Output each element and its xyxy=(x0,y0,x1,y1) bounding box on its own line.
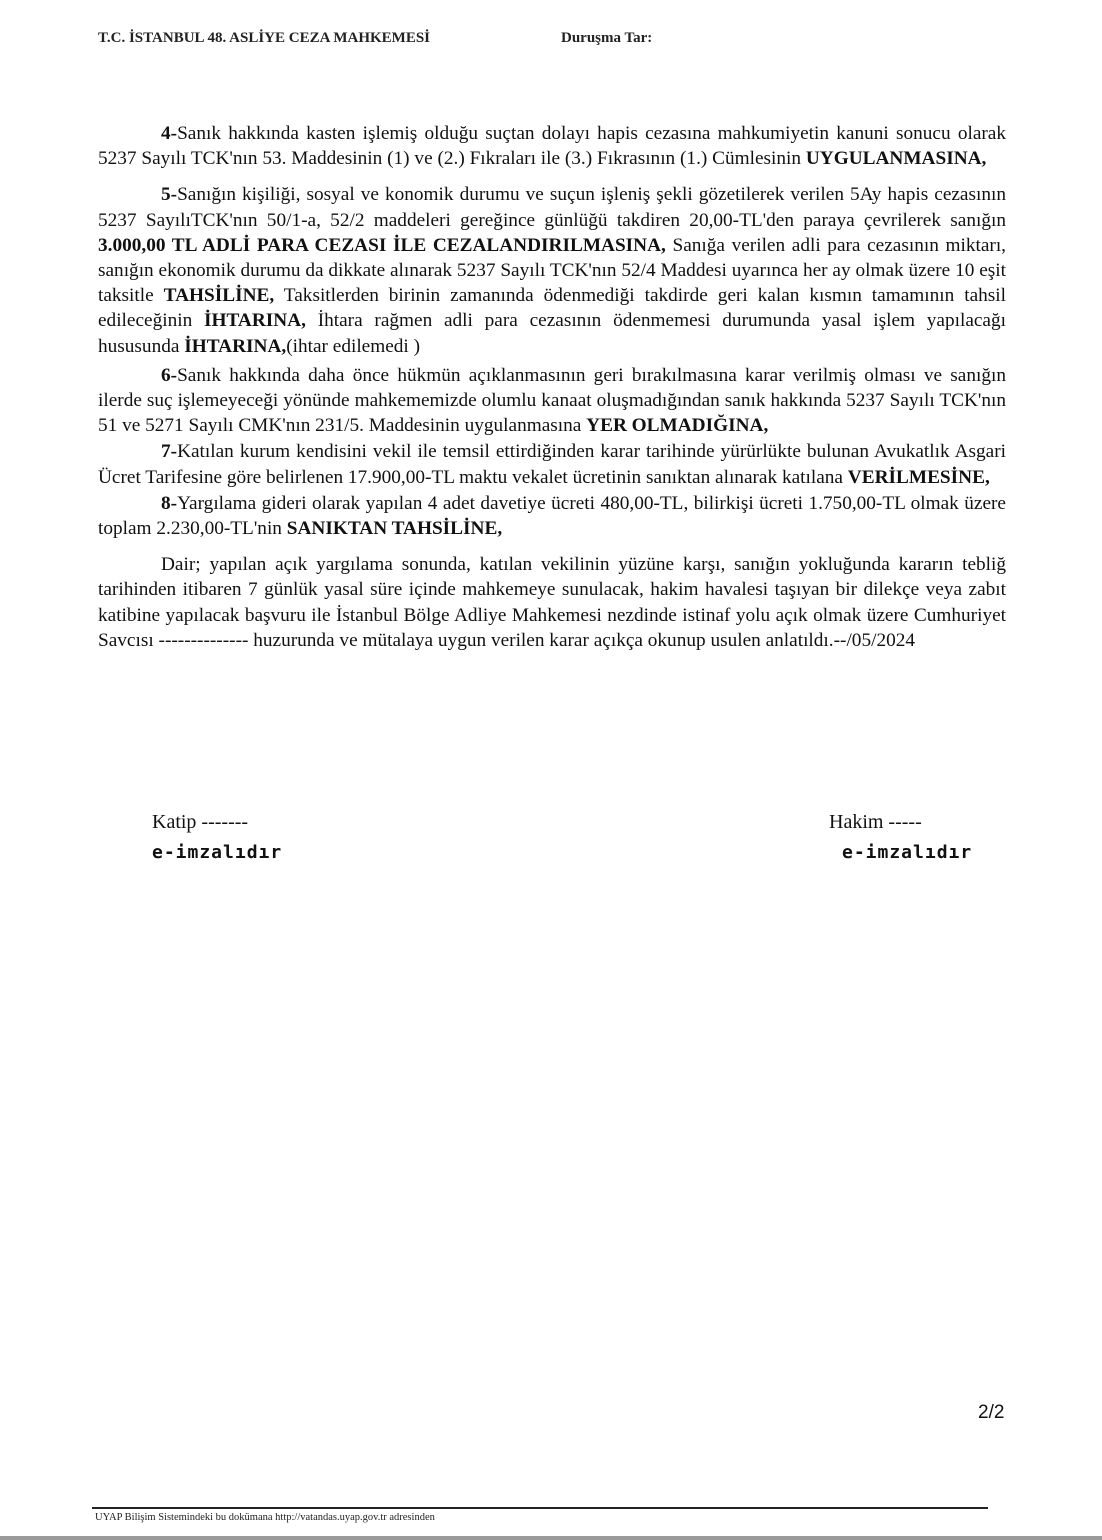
paragraph-text: Taksitlerden birinin zamanında ödenmediği takdirde geri kalan kısmın tamamının tahsil edileceğinin xyxy=(98,285,1007,332)
emphasized-text: UYGULANMASINA, xyxy=(805,148,987,170)
closing-paragraph xyxy=(98,552,1006,653)
paragraph-text: (ihtar edilemedi ) xyxy=(286,335,421,357)
page-number: 2/2 xyxy=(978,1402,1005,1423)
clerk-e-signature: e-imzalıdır xyxy=(152,842,283,863)
emphasized-text: SANIKTAN TAHSİLİNE, xyxy=(286,518,503,540)
verdict-paragraph-7 xyxy=(98,439,1006,489)
emphasized-text: İHTARINA, xyxy=(184,335,287,357)
judge-title: Hakim ----- xyxy=(829,811,922,833)
emphasized-text: VERİLMESİNE, xyxy=(847,466,990,488)
emphasized-text: 3.000,00 TL ADLİ PARA CEZASI İLE CEZALANDIRILMASINA, xyxy=(98,234,666,256)
emphasized-text: 5- xyxy=(161,184,178,206)
hearing-date-label: Duruşma Tar: xyxy=(561,30,653,46)
document-header xyxy=(98,30,653,47)
paragraph-text: Sanık hakkında kasten işlemiş olduğu suçtan dolayı hapis cezasına mahkumiyetin kanuni sonucu olarak 5237 Sayılı TCK'nın 53. Maddesinin (1) ve (2.) Fıkraları ile (3.) Fıkrasının (1.) Cümlesinin xyxy=(98,123,1006,170)
paragraph-text: Yargılama gideri olarak yapılan 4 adet davetiye ücreti 480,00-TL, bilirkişi ücreti 1.750,00-TL olmak üzere toplam 2.230,00-TL'nin xyxy=(98,492,1006,540)
verdict-body xyxy=(98,121,1006,653)
page-bottom-bar xyxy=(0,1536,1102,1540)
footer-note: UYAP Bilişim Sistemindeki bu dokümana http://vatandas.uyap.gov.tr adresinden xyxy=(95,1512,435,1523)
court-name: T.C. İSTANBUL 48. ASLİYE CEZA MAHKEMESİ xyxy=(98,30,431,46)
paragraph-text: Sanık hakkında daha önce hükmün açıklanmasının geri bırakılmasına karar verilmiş olması ve sanığın ilerde suç işlemeyeceği yönünde mahkememizde olumlu kanaat oluşmadığından sanık hakkında 5237 Sayılı TCK'nın 51 ve 5271 Sayılı CMK'nın 231/5. Maddesinin uygulanmasına xyxy=(98,364,1006,437)
paragraph-text: Dair; yapılan açık yargılama sonunda, katılan vekilinin yüzüne karşı, sanığın yokluğunda kararın tebliğ tarihinden itibaren 7 günlük yasal süre içinde mahkemeye sunulacak, hakim havalesi taşıyan bir dilekçe veya zabıt katibine yapılacak başvuru ile İstanbul Bölge Adliye Mahkemesi nezdinde istinaf yolu açık olmak üzere Cumhuriyet Savcısı -------------- huzurunda ve mütalaya uygun verilen karar açıkça okunup usulen anlatıldı.--/05/2024 xyxy=(98,554,1006,651)
paragraph-text: Sanığa verilen adli para cezasının miktarı, sanığın ekonomik durumu da dikkate alınarak 5237 Sayılı TCK'nın 52/4 Maddesi uyarınca her ay olmak üzere 10 eşit taksitle xyxy=(98,234,1006,307)
paragraph-text: Sanığın kişiliği, sosyal ve konomik durumu ve suçun işleniş şekli gözetilerek verilen 5Ay hapis cezasının 5237 SayılıTCK'nın 50/1-a, 52/2 maddeleri gereğince günlüğü takdiren 20,00-TL'den paraya çevrilerek sanığın xyxy=(98,184,1006,231)
emphasized-text: 8- xyxy=(161,492,178,514)
clerk-signature xyxy=(152,811,282,863)
paragraph-text: Katılan kurum kendisini vekil ile temsil ettirdiğinden karar tarihinde yürürlükte bulunan Avukatlık Asgari Ücret Tarifesine göre belirlenen 17.900,00-TL maktu vekalet ücretinin sanıktan alınarak katılana xyxy=(98,441,1006,488)
verdict-paragraph-6 xyxy=(98,363,1006,439)
emphasized-text: TAHSİLİNE, xyxy=(163,285,275,307)
verdict-paragraph-4 xyxy=(98,121,1006,171)
emphasized-text: 4- xyxy=(161,123,178,144)
clerk-title: Katip ------- xyxy=(152,811,249,833)
emphasized-text: YER OLMADIĞINA, xyxy=(586,415,769,437)
emphasized-text: İHTARINA, xyxy=(203,310,306,332)
verdict-paragraph-5 xyxy=(98,182,1006,358)
judge-e-signature: e-imzalıdır xyxy=(842,842,973,863)
footer-divider xyxy=(92,1507,988,1509)
verdict-paragraph-8 xyxy=(98,491,1006,541)
judge-signature xyxy=(829,811,972,863)
emphasized-text: 7- xyxy=(161,441,178,463)
emphasized-text: 6- xyxy=(161,364,178,386)
paragraph-text: İhtara rağmen adli para cezasının ödenmemesi durumunda yasal işlem yapılacağı hususunda xyxy=(98,310,1006,357)
